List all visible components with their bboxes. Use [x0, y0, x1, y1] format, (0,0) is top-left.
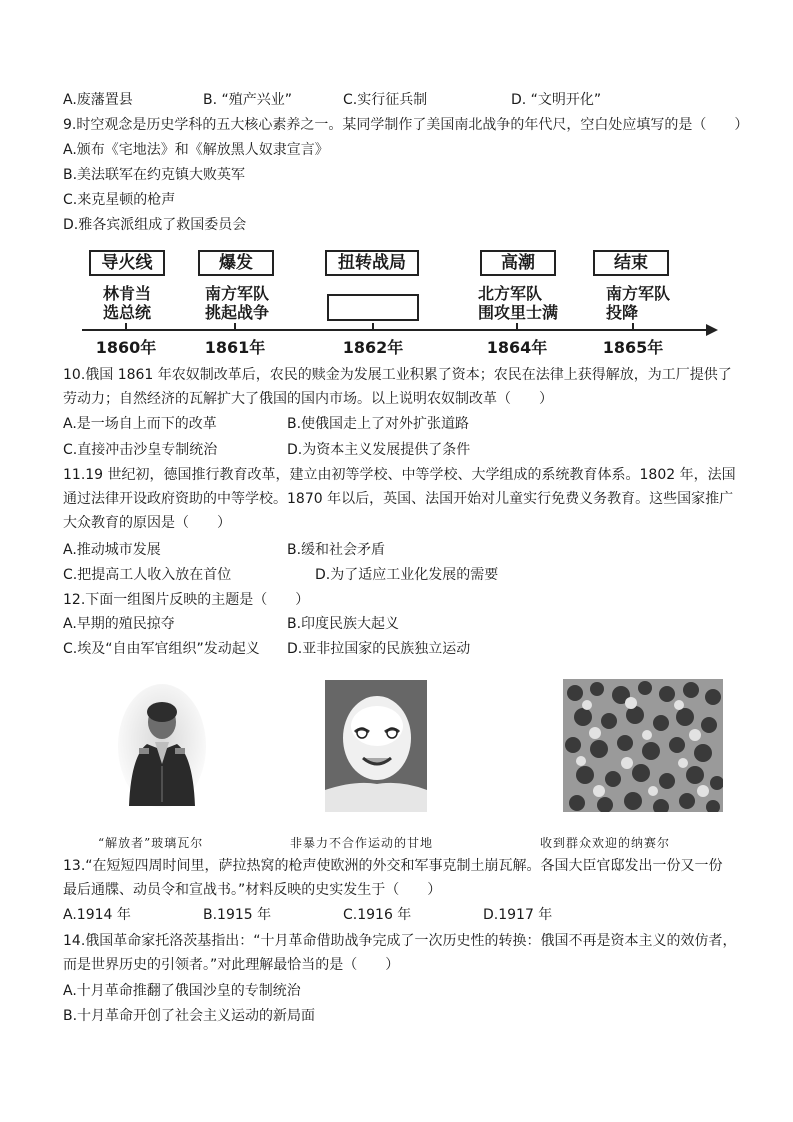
q14-option-a: A.十月革命推翻了俄国沙皇的专制统治	[63, 983, 301, 999]
timeline-tick	[372, 323, 374, 330]
timeline-arrow-icon	[706, 324, 718, 336]
q13-option-a: A.1914 年	[63, 907, 131, 923]
q9-option-c: C.来克星顿的枪声	[63, 192, 176, 208]
q11-stem-line1: 11.19 世纪初，德国推行教育改革，建立由初等学校、中等学校、大学组成的系统教育体系。1802 年，法国	[63, 467, 736, 483]
nasser-crowd-photo-image	[563, 679, 723, 812]
timeline-year: 1864年	[486, 338, 548, 357]
q8-option-b: B. “殖产兴业”	[203, 92, 293, 108]
timeline-stage: 结束	[593, 250, 669, 276]
timeline-tick	[125, 323, 127, 330]
timeline-year: 1865年	[602, 338, 664, 357]
civil-war-timeline	[82, 247, 722, 357]
q10-option-a: A.是一场自上而下的改革	[63, 416, 217, 432]
q12-stem: 12.下面一组图片反映的主题是（ ）	[63, 592, 310, 608]
timeline-year: 1862年	[342, 338, 404, 357]
bolivar-portrait-image	[117, 684, 207, 814]
q13-option-d: D.1917 年	[483, 907, 553, 923]
timeline-tick	[516, 323, 518, 330]
q11-stem-line2: 通过法律开设政府资助的中等学校。1870 年以后，英国、法国开始对儿童实行免费义务教育。这些国家推广	[63, 491, 734, 507]
q11-option-a: A.推动城市发展	[63, 542, 161, 558]
q14-stem-line1: 14.俄国革命家托洛茨基指出：“十月革命借助战争完成了一次历史性的转换：俄国不再是资本主义的效仿者，	[63, 933, 737, 949]
timeline-tick	[234, 323, 236, 330]
q10-stem-line2: 劳动力；自然经济的瓦解扩大了俄国的国内市场。以上说明农奴制改革（ ）	[63, 391, 553, 407]
q8-option-c: C.实行征兵制	[343, 92, 428, 108]
q10-option-d: D.为资本主义发展提供了条件	[287, 442, 471, 458]
timeline-event: 北方军队 围攻里士满	[478, 284, 559, 322]
q13-stem-line2: 最后通牒、动员令和宣战书。”材料反映的史实发生于（ ）	[63, 882, 442, 898]
q14-option-b: B.十月革命开创了社会主义运动的新局面	[63, 1008, 316, 1024]
q8-option-a: A.废藩置县	[63, 92, 133, 108]
q13-option-c: C.1916 年	[343, 907, 412, 923]
q9-option-a: A.颁布《宅地法》和《解放黑人奴隶宣言》	[63, 142, 329, 158]
q9-option-d: D.雅各宾派组成了救国委员会	[63, 217, 247, 233]
timeline-stage: 爆发	[198, 250, 274, 276]
q13-stem-line1: 13.“在短短四周时间里，萨拉热窝的枪声使欧洲的外交和军事克制土崩瓦解。各国大臣官邸发出一份又一份	[63, 858, 723, 874]
timeline-year: 1860年	[95, 338, 157, 357]
q13-option-b: B.1915 年	[203, 907, 272, 923]
timeline-event: 林肯当 选总统	[102, 284, 151, 322]
nasser-caption: 收到群众欢迎的纳赛尔	[540, 836, 671, 850]
timeline-stage: 高潮	[480, 250, 556, 276]
q14-stem-line2: 而是世界历史的引领者。”对此理解最恰当的是（ ）	[63, 957, 400, 973]
q12-option-b: B.印度民族大起义	[287, 616, 400, 632]
timeline-event: 南方军队 投降	[606, 284, 671, 322]
q9-option-b: B.美法联军在约克镇大败英军	[63, 167, 246, 183]
q8-option-d: D. “文明开化”	[511, 92, 602, 108]
gandhi-photo-image	[325, 680, 427, 812]
q10-option-b: B.使俄国走上了对外扩张道路	[287, 416, 470, 432]
q11-option-d: D.为了适应工业化发展的需要	[315, 567, 499, 583]
q12-option-a: A.早期的殖民掠夺	[63, 616, 175, 632]
timeline-axis	[82, 329, 708, 331]
q9-stem: 9.时空观念是历史学科的五大核心素养之一。某同学制作了美国南北战争的年代尺，空白处应填写的是（ ）	[63, 117, 749, 133]
q12-option-d: D.亚非拉国家的民族独立运动	[287, 641, 471, 657]
gandhi-caption: 非暴力不合作运动的甘地	[290, 836, 434, 850]
timeline-blank-box	[327, 294, 419, 321]
q11-stem-line3: 大众教育的原因是（ ）	[63, 515, 231, 531]
timeline-event: 南方军队 挑起战争	[204, 284, 269, 322]
timeline-year: 1861年	[204, 338, 266, 357]
timeline-stage: 导火线	[89, 250, 165, 276]
q11-option-b: B.缓和社会矛盾	[287, 542, 386, 558]
q12-option-c: C.埃及“自由军官组织”发动起义	[63, 641, 260, 657]
timeline-stage: 扭转战局	[325, 250, 419, 276]
q10-stem-line1: 10.俄国 1861 年农奴制改革后，农民的赎金为发展工业积累了资本；农民在法律上获得解放，为工厂提供了	[63, 367, 732, 383]
bolivar-caption: “解放者”玻璃瓦尔	[98, 836, 204, 850]
q11-option-c: C.把提高工人收入放在首位	[63, 567, 232, 583]
timeline-tick	[632, 323, 634, 330]
q10-option-c: C.直接冲击沙皇专制统治	[63, 442, 218, 458]
